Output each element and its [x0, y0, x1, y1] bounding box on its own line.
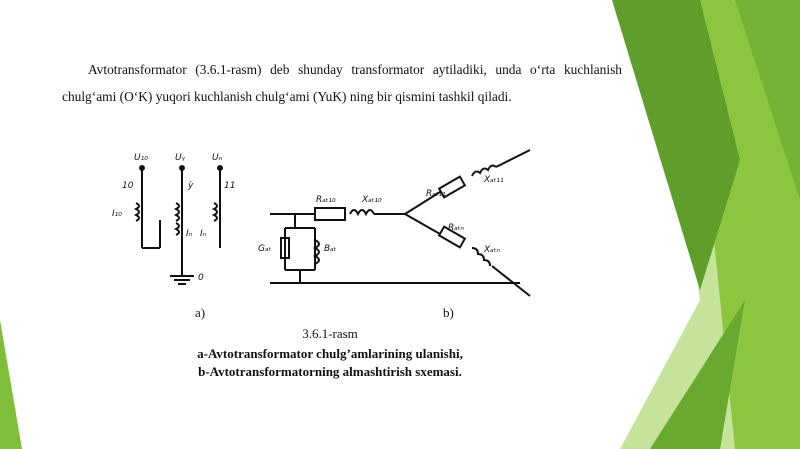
- in-label-1: Iₙ: [186, 229, 193, 239]
- circuit-figure: [100, 148, 560, 308]
- figure-b-label: b): [443, 305, 454, 320]
- r-at10-label: Rₐₜ₁₀: [316, 195, 336, 205]
- figure-a-label: a): [195, 305, 206, 320]
- caption-line-1: a-Avtotransformator chulg’amlarining ulanishi,: [197, 346, 463, 361]
- x-atn-label: Xₐₜₙ: [484, 245, 500, 255]
- un-label: Uₙ: [212, 153, 223, 163]
- uy-label: Uᵧ: [175, 153, 185, 163]
- terminal-y: ỳ: [188, 181, 194, 191]
- i10-label: I₁₀: [112, 209, 122, 219]
- b-at-label: Bₐₜ: [324, 244, 337, 254]
- terminal-0: 0: [198, 273, 204, 283]
- x-at11-label: Xₐₜ₁₁: [484, 175, 504, 185]
- in-label-2: Iₙ: [200, 229, 207, 239]
- figure-number: 3.6.1-rasm: [302, 326, 358, 341]
- terminal-11: 11: [224, 181, 236, 191]
- caption-line-2: b-Avtotransformatorning almashtirish sxemasi.: [198, 364, 462, 379]
- u10-label: U₁₀: [134, 153, 148, 163]
- terminal-10: 10: [122, 181, 134, 191]
- r-atn-label: Rₐₜₙ: [448, 223, 465, 233]
- g-at-label: Gₐₜ: [258, 244, 272, 254]
- r-at11-label: Rₐₜ₁₁: [426, 189, 446, 199]
- body-paragraph: Avtotransformator (3.6.1-rasm) deb shunday transformator aytiladiki, unda o‘rta kuchlanish chulg‘ami (O‘K) yuqori kuchlanish chulg‘ami (YuK) ning bir qismini tashkil qiladi.: [62, 62, 622, 104]
- x-at10-label: Xₐₜ₁₀: [362, 195, 382, 205]
